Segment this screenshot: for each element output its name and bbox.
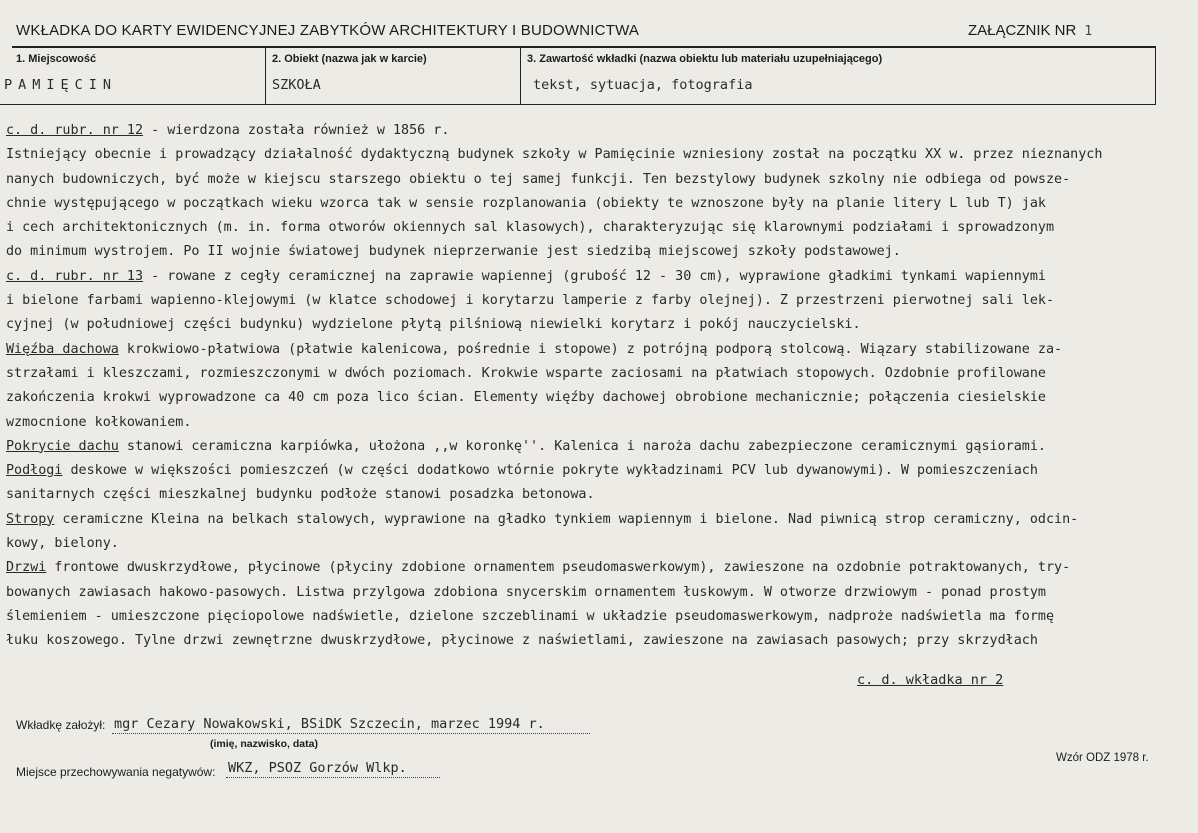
line-text: frontowe dwuskrzydłowe, płycinowe (płyciny zdobione ornamentem pseudomaswerkowym), zawieszone na ozdobnie potraktowanych, try- (46, 560, 1071, 576)
section-heading: c. d. rubr. nr 13 (6, 268, 144, 284)
continuation-text: c. d. wkładka nr 2 (857, 672, 1004, 688)
section-heading: Więźba dachowa (6, 341, 119, 357)
text-line (6, 556, 1166, 580)
line-text: krokwiowo-płatwiowa (płatwie kalenicowa, pośrednie i stopowe) z potrójną podporą stolcową. Wiązary stabilizowane za- (118, 341, 1063, 357)
field-divider-3 (1155, 47, 1156, 104)
line-text: - rowane z cegły ceramicznej na zaprawie wapiennej (grubość 12 - 30 cm), wyprawione gładkimi tynkami wapiennymi (143, 268, 1046, 284)
header-top-rule (12, 46, 1156, 48)
author-value: mgr Cezary Nowakowski, BSiDK Szczecin, marzec 1994 r. (114, 716, 545, 732)
content-value: tekst, sytuacja, fotografia (533, 77, 753, 93)
text-line (6, 411, 1166, 435)
line-text: strzałami i kleszczami, rozmieszczonymi w dwóch poziomach. Krokwie wsparte zaciosami na płatwiach stopowych. Ozdobnie profilowane (6, 365, 1046, 381)
line-text: i bielone farbami wapienno-klejowymi (w klatce schodowej i korytarzu lamperie z farby olejnej). Z przestrzeni pierwotnej sali lek- (6, 293, 1055, 309)
text-line (6, 435, 1166, 459)
attachment-number: 1 (1084, 24, 1093, 39)
storage-label: Miejsce przechowywania negatywów: (16, 765, 216, 779)
text-line (6, 313, 1166, 337)
place-value: PAMIĘCIN (4, 77, 118, 93)
text-line (6, 289, 1166, 313)
attachment-label (968, 22, 1092, 39)
line-text: Istniejący obecnie i prowadzący działalność dydaktyczną budynek szkoły w Pamięcinie wzniesiony został na początku XX w. przez nieznanych (6, 147, 1103, 163)
description-text (6, 119, 1166, 654)
text-line (6, 532, 1166, 556)
line-text: chnie występującego w początkach wieku wzorca tak w sensie rozplanowania (obiekty te wznoszone były na planie litery L lub T) jak (6, 195, 1046, 211)
form-title: WKŁADKA DO KARTY EWIDENCYJNEJ ZABYTKÓW ARCHITEKTURY I BUDOWNICTWA (16, 22, 640, 39)
text-line (6, 143, 1166, 167)
text-line (6, 386, 1166, 410)
line-text: stanowi ceramiczna karpiówka, ułożona ,,w koronkę''. Kalenica i naroża dachu zabezpieczone ceramicznymi gąsiorami. (118, 438, 1046, 454)
content-label: 3. Zawartość wkładki (nazwa obiektu lub materiału uzupełniającego) (527, 53, 883, 65)
line-text: - wierdzona została również w 1856 r. (143, 123, 450, 138)
attachment-label-text: ZAŁĄCZNIK NR (968, 22, 1077, 39)
section-heading: Drzwi (6, 560, 47, 576)
place-label: 1. Miejscowość (16, 53, 97, 65)
line-text: zakończenia krokwi wyprowadzone ca 40 cm poza lico ścian. Elementy więźby dachowej obrobione mechanicznie; połączenia ciesielskie (6, 390, 1046, 406)
line-text: kowy, bielony. (6, 536, 119, 552)
text-line (6, 338, 1166, 362)
object-label: 2. Obiekt (nazwa jak w karcie) (272, 53, 427, 65)
text-line (6, 362, 1166, 386)
author-hint: (imię, nazwisko, data) (210, 738, 318, 750)
field-divider-1 (265, 47, 266, 104)
text-line (6, 581, 1166, 605)
line-text: do minimum wystrojem. Po II wojnie światowej budynek nieprzerwanie jest siedzibą miejscowej szkoły podstawowej. (6, 244, 901, 260)
text-line (6, 508, 1166, 532)
continuation-note (857, 672, 1003, 688)
section-heading: c. d. rubr. nr 12 (6, 123, 144, 138)
author-dotted-line (112, 733, 590, 734)
storage-dotted-line (226, 777, 440, 778)
form-model-label: Wzór ODZ 1978 r. (1056, 752, 1149, 764)
header-bottom-rule (0, 104, 1156, 105)
line-text: wzmocnione kołkowaniem. (6, 414, 192, 430)
text-line (6, 459, 1166, 483)
storage-value: WKZ, PSOZ Gorzów Wlkp. (228, 760, 407, 776)
section-heading: Pokrycie dachu (6, 438, 119, 454)
line-text: cyjnej (w południowej części budynku) wydzielone płytą pilśniową niewielki korytarz i pokój nauczycielski. (6, 317, 861, 333)
line-text: deskowe w większości pomieszczeń (w części dodatkowo wtórnie pokryte wykładzinami PCV lub dywanowymi). W pomieszczeniach (62, 463, 1038, 479)
text-line (6, 168, 1166, 192)
line-text: ceramiczne Kleina na belkach stalowych, wyprawione na gładko tynkiem wapiennym i bielone. Nad piwnicą strop ceramiczny, odcin- (54, 511, 1079, 527)
text-line (6, 119, 1166, 143)
line-text: bowanych zawiasach hakowo-pasowych. Listwa przylgowa zdobiona snycerskim ornamentem łuskowym. W otworze drzwiowym - ponad prostym (6, 584, 1046, 600)
line-text: nanych budowniczych, być może w kiejscu starszego obiektu o tej samej funkcji. Ten bezstylowy budynek szkolny nie odbiega od powsze- (6, 171, 1071, 187)
line-text: ślemieniem - umieszczone pięciopolowe nadświetle, dzielone szczeblinami w układzie pseudomaswerkowym, nadproże nadświetla ma formę (6, 608, 1055, 624)
object-value: SZKOŁA (272, 77, 321, 93)
text-line (6, 629, 1166, 653)
text-line (6, 216, 1166, 240)
text-line (6, 483, 1166, 507)
text-line (6, 240, 1166, 264)
text-line (6, 192, 1166, 216)
section-heading: Stropy (6, 511, 55, 527)
field-divider-2 (520, 47, 521, 104)
author-label: Wkładkę założył: (16, 718, 106, 732)
section-heading: Podłogi (6, 463, 63, 479)
text-line (6, 265, 1166, 289)
text-line (6, 605, 1166, 629)
line-text: i cech architektonicznych (m. in. forma otworów okiennych sal klasowych), charakteryzując się klarownymi podziałami i sprowadzonym (6, 220, 1055, 236)
line-text: łuku koszowego. Tylne drzwi zewnętrzne dwuskrzydłowe, płycinowe z naświetlami, zawieszone na zawiasach pasowych; przy skrzydłach (6, 633, 1038, 649)
line-text: sanitarnych części mieszkalnej budynku podłoże stanowi posadzka betonowa. (6, 487, 595, 503)
